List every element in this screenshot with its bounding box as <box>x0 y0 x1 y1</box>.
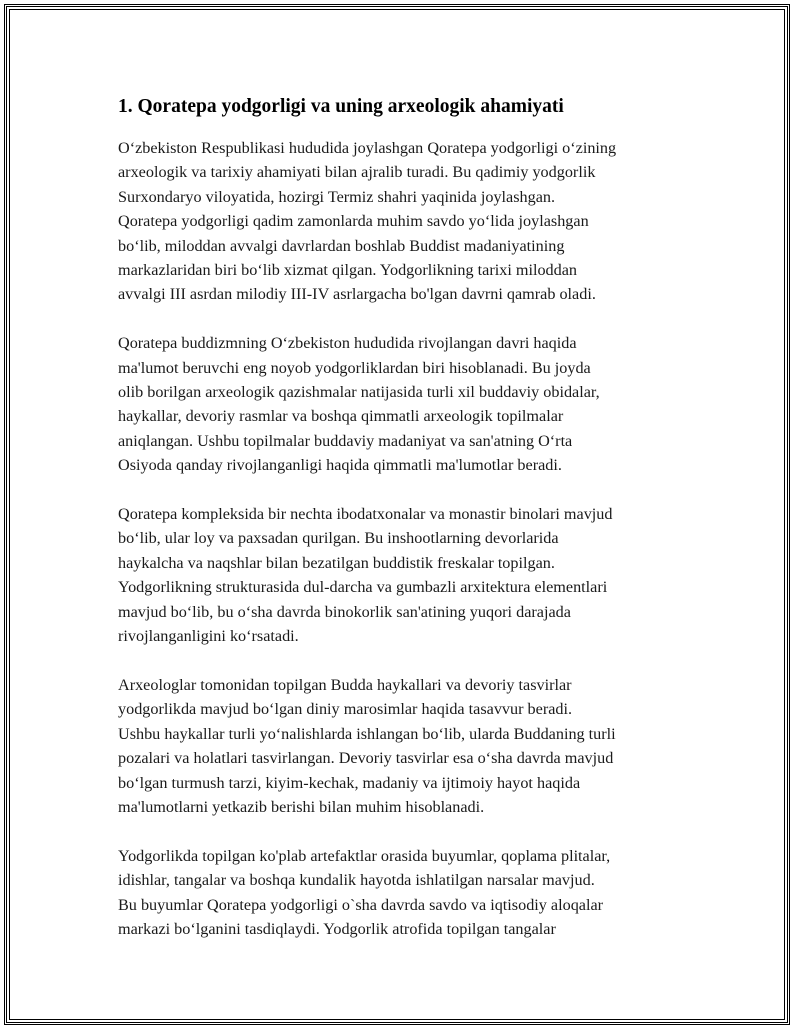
paragraph-line: Qoratepa kompleksida bir nechta ibodatxonalar va monastir binolari mavjud <box>118 505 613 524</box>
paragraph-line: aniqlangan. Ushbu topilmalar buddaviy madaniyat va san'atning O‘rta <box>118 431 573 450</box>
paragraph-line: Qoratepa yodgorligi qadim zamonlarda muhim savdo yo‘lida joylashgan <box>118 212 589 231</box>
paragraph-line: Osiyoda qanday rivojlanganligi haqida qimmatli ma'lumotlar beradi. <box>118 456 562 475</box>
paragraph-line: ma'lumot beruvchi eng noyob yodgorliklardan biri hisoblanadi. Bu joyda <box>118 358 591 377</box>
paragraph <box>118 502 688 648</box>
document-body <box>118 95 688 966</box>
paragraph-line: Yodgorlikda topilgan ko'plab artefaktlar orasida buyumlar, qoplama plitalar, <box>118 846 611 865</box>
paragraph <box>118 331 688 477</box>
paragraph-line: markazlaridan biri bo‘lib xizmat qilgan. Yodgorlikning tarixi miloddan <box>118 261 578 280</box>
paragraph-line: mavjud bo‘lib, bu o‘sha davrda binokorlik san'atining yuqori darajada <box>118 602 571 621</box>
paragraph-line: bo‘lgan turmush tarzi, kiyim-kechak, madaniy va ijtimoiy hayot haqida <box>118 773 581 792</box>
paragraph-line: bo‘lib, ular loy va paxsadan qurilgan. Bu inshootlarning devorlarida <box>118 529 559 548</box>
paragraph-line: avvalgi III asrdan milodiy III-IV asrlargacha bo'lgan davrni qamrab oladi. <box>118 285 596 304</box>
paragraph-line: pozalari va holatlari tasvirlangan. Devoriy tasvirlar esa o‘sha davrda mavjud <box>118 749 614 768</box>
paragraph-line: Arxeologlar tomonidan topilgan Budda haykallari va devoriy tasvirlar <box>118 675 572 694</box>
paragraph-line: olib borilgan arxeologik qazishmalar natijasida turli xil buddaviy obidalar, <box>118 383 600 402</box>
paragraph-line: yodgorlikda mavjud bo‘lgan diniy marosimlar haqida tasavvur beradi. <box>118 700 573 719</box>
paragraph <box>118 136 688 307</box>
paragraph-line: O‘zbekiston Respublikasi hududida joylashgan Qoratepa yodgorligi o‘zining <box>118 139 617 157</box>
section-heading: 1. Qoratepa yodgorligi va uning arxeologik ahamiyati <box>118 96 564 117</box>
paragraph-line: Ushbu haykallar turli yo‘nalishlarda ishlangan bo‘lib, ularda Buddaning turli <box>118 724 616 743</box>
paragraph-line: ma'lumotlarni yetkazib berishi bilan muhim hisoblanadi. <box>118 797 485 816</box>
paragraph-line: Surxondaryo viloyatida, hozirgi Termiz shahri yaqinida joylashgan. <box>118 187 556 206</box>
paragraph-line: bo‘lib, miloddan avvalgi davrlardan boshlab Buddist madaniyatining <box>118 236 565 255</box>
paragraph-line: rivojlanganligini ko‘rsatadi. <box>118 627 299 646</box>
paragraph <box>118 844 688 942</box>
paragraph-line: idishlar, tangalar va boshqa kundalik hayotda ishlatilgan narsalar mavjud. <box>118 871 595 890</box>
paragraph <box>118 673 688 819</box>
paragraph-container <box>118 136 688 941</box>
paragraph-line: Yodgorlikning strukturasida dul-darcha va gumbazli arxitektura elementlari <box>118 578 608 597</box>
paragraph-line: haykalcha va naqshlar bilan bezatilgan buddistik freskalar topilgan. <box>118 553 555 572</box>
paragraph-line: Qoratepa buddizmning O‘zbekiston hududida rivojlangan davri haqida <box>118 334 577 353</box>
paragraph-line: Bu buyumlar Qoratepa yodgorligi o`sha davrda savdo va iqtisodiy aloqalar <box>118 895 604 914</box>
paragraph-line: arxeologik va tarixiy ahamiyati bilan ajralib turadi. Bu qadimiy yodgorlik <box>118 163 596 182</box>
paragraph-line: markazi bo‘lganini tasdiqlaydi. Yodgorlik atrofida topilgan tangalar <box>118 919 556 938</box>
paragraph-line: haykallar, devoriy rasmlar va boshqa qimmatli arxeologik topilmalar <box>118 407 564 426</box>
